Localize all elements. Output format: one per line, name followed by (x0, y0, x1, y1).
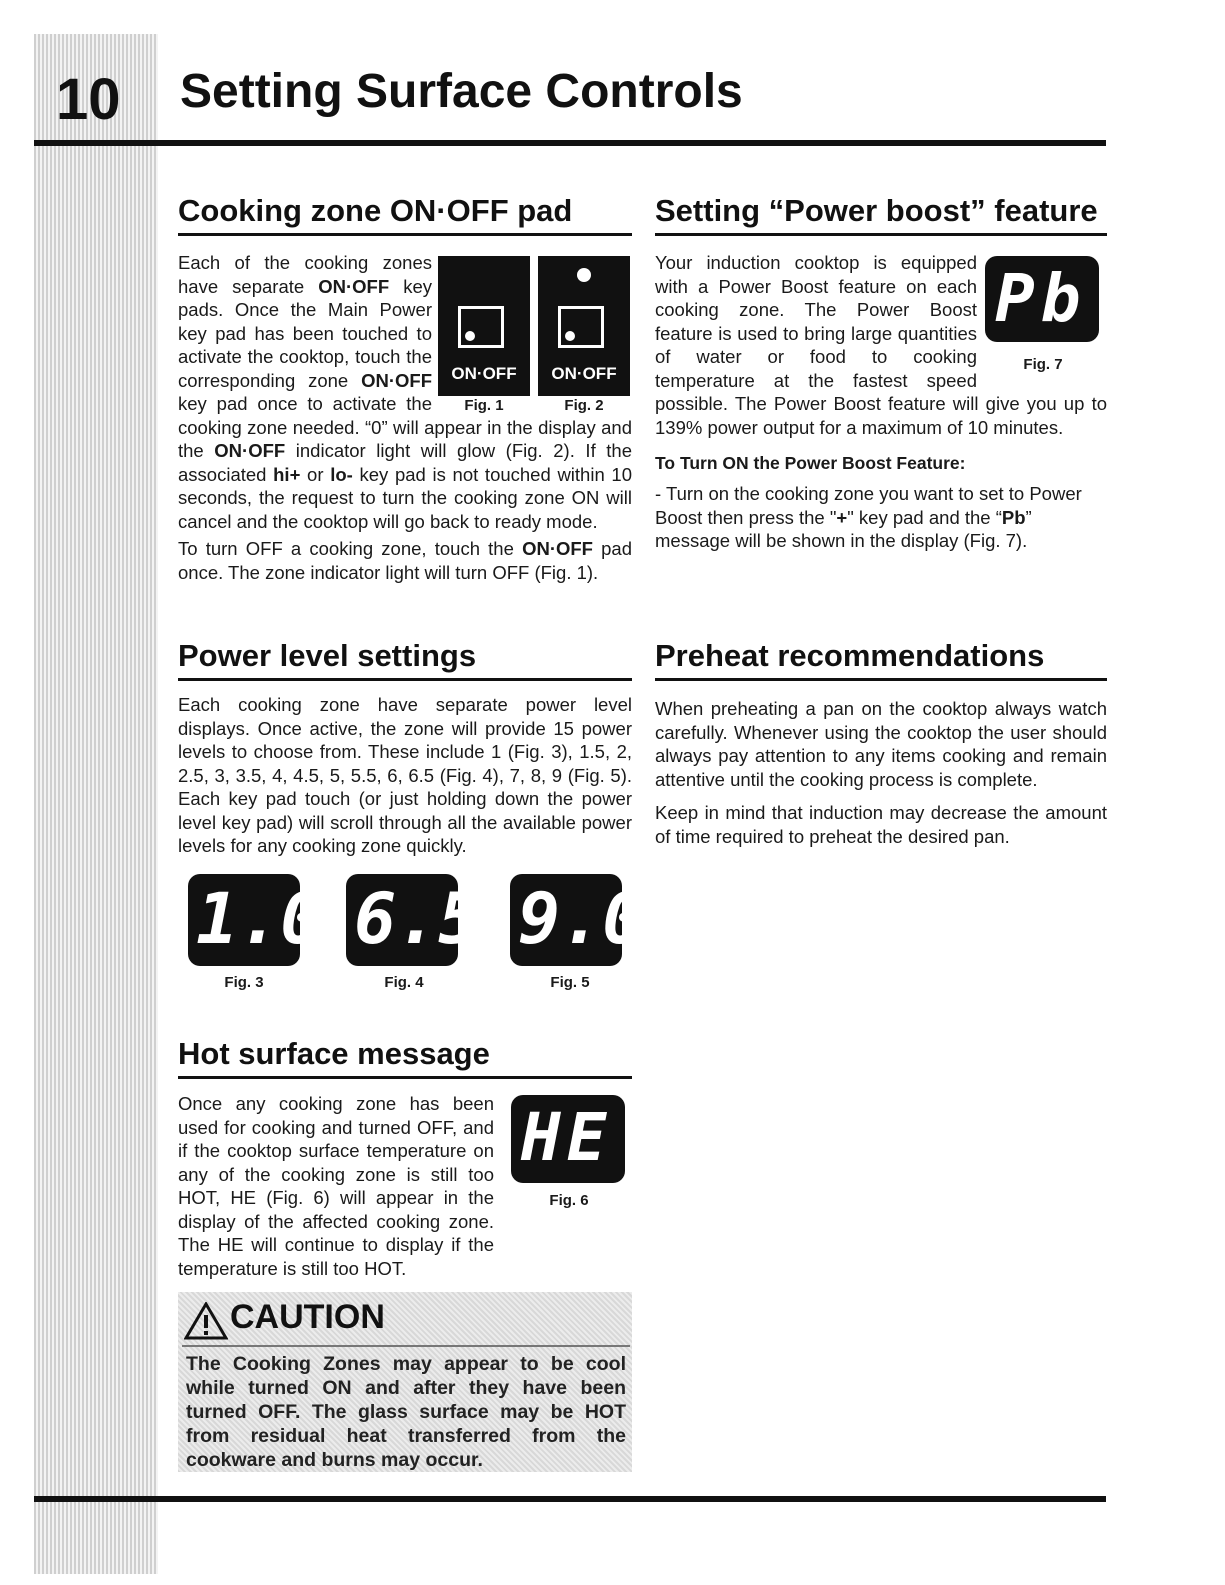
figure-caption: Fig. 4 (384, 974, 424, 991)
section-heading: Hot surface message (178, 1036, 632, 1079)
paragraph: - Turn on the cooking zone you want to set to Power Boost then press the "+" key pad and the “Pb” message will be shown in the display (Fig. 7). (655, 483, 1082, 551)
page-title: Setting Surface Controls (180, 65, 743, 118)
figure-caption: Fig. 2 (564, 397, 604, 414)
caution-text: The Cooking Zones may appear to be cool while turned ON and after they have been turned OFF. The glass surface may be HOT from residual heat transferred from the cookware and burns may occur. (186, 1353, 626, 1471)
warning-triangle-icon (184, 1302, 228, 1340)
section-preheat (655, 638, 1107, 848)
pb-display-figure: Pb (985, 256, 1099, 342)
figure-caption: Fig. 1 (464, 397, 504, 414)
figure-caption: Fig. 3 (224, 974, 264, 991)
boost-body (655, 251, 1107, 553)
display-1-0-figure: 1.0 (188, 874, 300, 966)
pad-label: ON·OFF (451, 364, 517, 383)
hot-body (178, 1092, 494, 1280)
section-heading: Preheat recommendations (655, 638, 1107, 681)
display-9-0-figure: 9.0 (510, 874, 622, 966)
side-strip-decoration (34, 34, 158, 1574)
section-hot-surface (178, 1036, 632, 1079)
subheading: To Turn ON the Power Boost Feature: (655, 453, 966, 473)
paragraph: Keep in mind that induction may decrease the amount of time required to preheat the desired pan. (655, 802, 1107, 847)
caution-title: CAUTION (230, 1298, 385, 1336)
onoff-body (178, 251, 632, 584)
paragraph: Each of the cooking zones have separate ON·OFF key pads. Once the Main Power key pad has been touched to activate the cooktop, touch the corresponding zone ON·OFF key pad once to activate the cooking zone needed. “0” will appear in the display and the ON·OFF indicator light will glow (Fig. 2). If the associated hi+ or lo- key pad is not touched within 10 seconds, the request to turn the cooking zone ON will cancel and the cooktop will go back to ready mode. (178, 252, 632, 532)
section-heading: Cooking zone ON·OFF pad (178, 193, 632, 236)
figure-caption: Fig. 6 (549, 1192, 589, 1209)
he-display-figure: HE (511, 1095, 625, 1183)
paragraph: Once any cooking zone has been used for cooking and turned OFF, and if the cooktop surface temperature on any of the cooking zone is still too HOT, HE (Fig. 6) will appear in the display of the affected cooking zone. The HE will continue to display if the temperature is still too HOT. (178, 1093, 494, 1279)
display-6-5-figure: 6.5 (346, 874, 458, 966)
bottom-rule (34, 1496, 1106, 1502)
section-power-boost (655, 193, 1107, 236)
caution-divider (182, 1345, 630, 1347)
top-rule (34, 140, 1106, 146)
paragraph: Your induction cooktop is equipped with a Power Boost feature on each cooking zone. The Power Boost feature is used to bring large quantities of water or food to cooking temperature at the fastest speed possible. The Power Boost feature will give you up to 139% power output for a maximum of 10 minutes. (655, 252, 1107, 438)
paragraph: Each cooking zone have separate power level displays. Once active, the zone will provide 15 power levels to choose from. These include 1 (Fig. 3), 1.5, 2, 2.5, 3, 3.5, 4, 4.5, 5, 5.5, 6, 6.5 (Fig. 4), 7, 8, 9 (Fig. 5). Each key pad touch (or just holding down the power level key pad) will scroll through all the available power levels for any cooking zone quickly. (178, 694, 632, 856)
section-power-level (178, 638, 632, 858)
section-heading: Power level settings (178, 638, 632, 681)
paragraph: To turn OFF a cooking zone, touch the ON·OFF pad once. The zone indicator light will turn OFF (Fig. 1). (178, 538, 633, 583)
pad-label: ON·OFF (551, 364, 617, 383)
section-heading: Setting “Power boost” feature (655, 193, 1107, 236)
section-onoff (178, 193, 632, 236)
figure-caption: Fig. 7 (1023, 356, 1063, 373)
page-number: 10 (56, 67, 121, 132)
figure-caption: Fig. 5 (550, 974, 590, 991)
paragraph: When preheating a pan on the cooktop always watch carefully. Whenever using the cooktop the user should always pay attention to any items cooking and remain attentive until the cooking process is complete. (655, 698, 1107, 790)
